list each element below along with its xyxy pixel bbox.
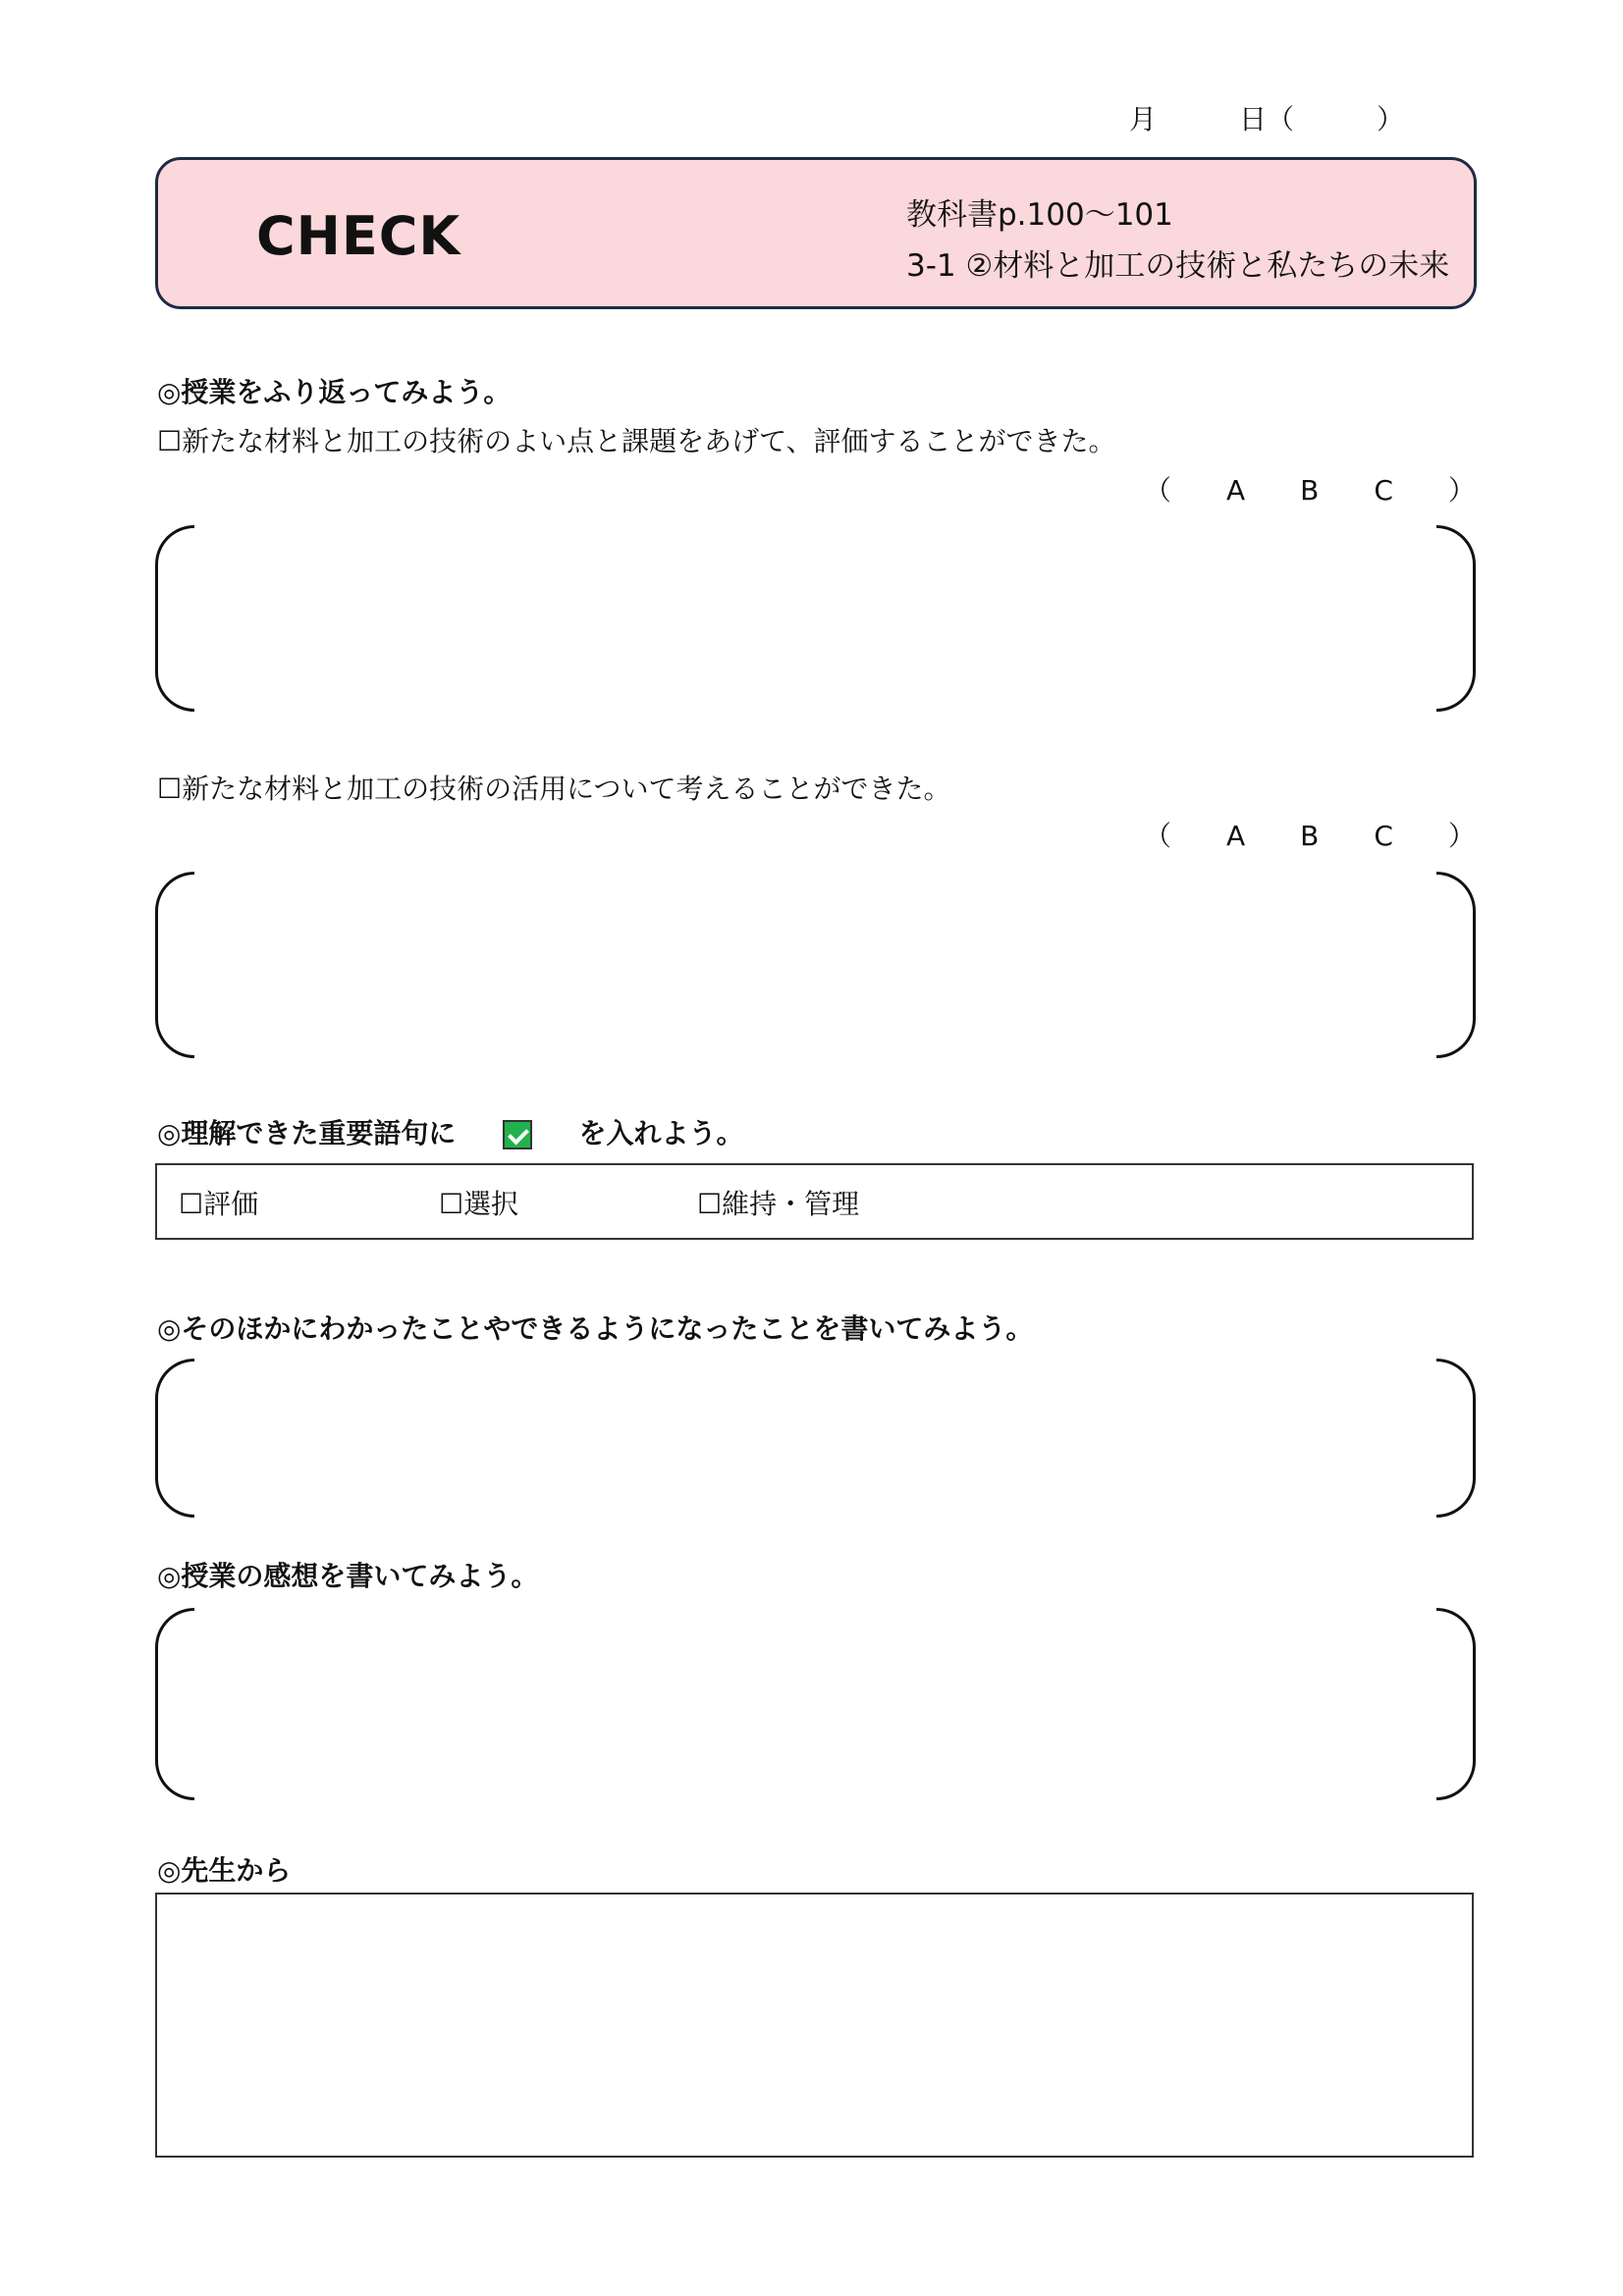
terms-heading-after: を入れよう。 — [578, 1117, 744, 1149]
rating-abc-2[interactable]: （ A B C ） — [1144, 820, 1476, 852]
left-bracket — [155, 1608, 194, 1800]
term-checkbox-hyouka[interactable]: ☐評価 — [179, 1188, 259, 1220]
terms-heading-before: ◎理解できた重要語句に — [157, 1117, 457, 1149]
rating-abc-1[interactable]: （ A B C ） — [1144, 474, 1476, 507]
answer-box-4[interactable] — [155, 1608, 1476, 1800]
terms-heading — [157, 1112, 743, 1151]
date-line: 月 日（ ） — [1129, 103, 1405, 135]
right-bracket — [1436, 1359, 1476, 1518]
right-bracket — [1436, 872, 1476, 1058]
left-bracket — [155, 525, 194, 712]
textbook-pages: 教科書p.100～101 — [906, 197, 1173, 233]
left-bracket — [155, 1359, 194, 1518]
impressions-heading: ◎授業の感想を書いてみよう。 — [157, 1560, 539, 1592]
left-bracket — [155, 872, 194, 1058]
right-bracket — [1436, 1608, 1476, 1800]
other-learnings-heading: ◎そのほかにわかったことやできるようになったことを書いてみよう。 — [157, 1312, 1034, 1345]
teacher-comment-box[interactable] — [155, 1893, 1474, 2158]
reflection-item-1[interactable]: ☐新たな材料と加工の技術のよい点と課題をあげて、評価することができた。 — [157, 425, 1116, 457]
right-bracket — [1436, 525, 1476, 712]
reflection-item-2[interactable]: ☐新たな材料と加工の技術の活用について考えることができた。 — [157, 773, 951, 805]
lesson-title: 3-1 ②材料と加工の技術と私たちの未来 — [906, 248, 1450, 284]
answer-box-1[interactable] — [155, 525, 1476, 712]
answer-box-3[interactable] — [155, 1359, 1476, 1518]
page-title: CHECK — [256, 205, 461, 267]
check-icon — [503, 1120, 532, 1149]
header-banner — [155, 157, 1477, 309]
term-checkbox-iji-kanri[interactable]: ☐維持・管理 — [697, 1188, 860, 1220]
terms-box — [155, 1163, 1474, 1240]
teacher-heading: ◎先生から — [157, 1854, 292, 1887]
term-checkbox-sentaku[interactable]: ☐選択 — [439, 1188, 519, 1220]
reflection-heading: ◎授業をふり返ってみよう。 — [157, 376, 512, 408]
answer-box-2[interactable] — [155, 872, 1476, 1058]
